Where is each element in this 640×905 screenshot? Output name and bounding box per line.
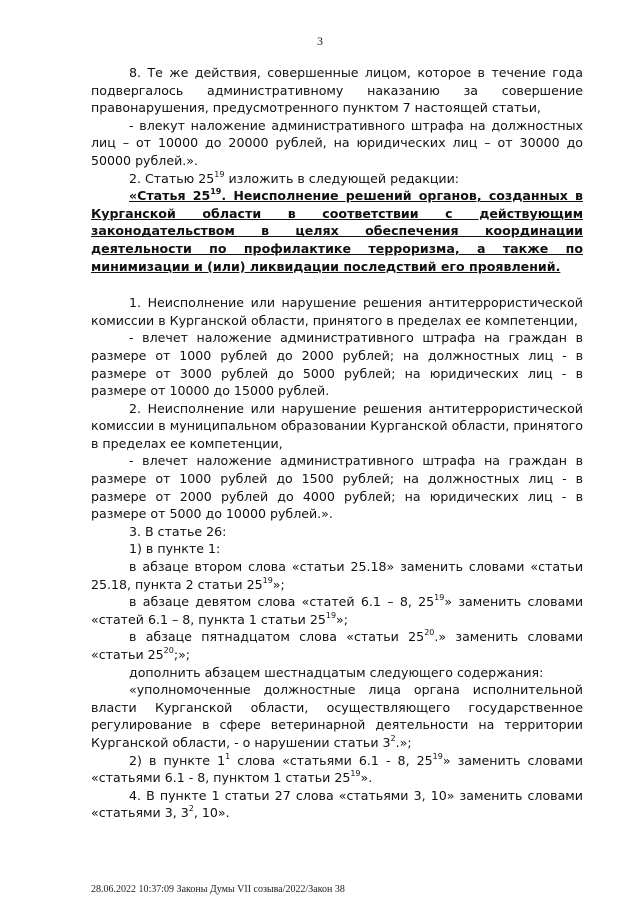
page-number: 3 [317, 34, 323, 48]
paragraph-article-27: 4. В пункте 1 статьи 27 слова «статьями 3, 10» заменить словами «статьями 3, $3^2$, 10». [91, 787, 583, 821]
paragraph-amend-article-25-19: 2. Статью $25^{19}$ изложить в следующей редакции: [129, 169, 460, 186]
paragraph-penalty-8: - влекут наложение административного штрафа на должностных лиц – от 10000 до 20000 рублей, на юридических лиц – от 30000 до 50000 рублей.». [91, 117, 583, 168]
paragraph-abzac-9: в абзаце девятом слова «статей 6.1 – 8, $25^{19}$» заменить словами «статей 6.1 – 8, пункта 1 статьи $25^{19}$»; [91, 593, 584, 627]
paragraph-penalty-part-1: - влечет наложение административного штрафа на граждан в размере от 1000 рублей до 2000 рублей; на должностных лиц - в размере от 3000 рублей до 5000 рублей; на юридических лиц - в размере от 10000 до 15000 рублей. [91, 330, 583, 399]
article-heading: «Статья $25^{19}$. Неисполнение решений органов, созданных в Курганской области в соответствии с действующим законодательством в целях обеспечения координации деятельности по профилактике терроризма, а также по минимизации и (или) ликвидации последствий его проявлений. [91, 187, 583, 274]
paragraph-item-8: 8. Те же действия, совершенные лицом, которое в течение года подвергалось административному наказанию за совершение правонарушения, предусмотренного пунктом 7 настоящей статьи, [91, 65, 583, 116]
footer-stamp: 28.06.2022 10:37:09 Законы Думы VII созыва/2022/Закон 38 [91, 884, 345, 895]
paragraph-abzac-15: в абзаце пятнадцатом слова «статьи $25^{20}$.» заменить словами «статьи $25^{20}$;»; [91, 628, 583, 662]
document-body [91, 64, 583, 822]
paragraph-item-1-1: 2) в пункте $1^1$ слова «статьями 6.1 - 8, $25^{19}$» заменить словами «статьями 6.1 - 8, пунктом 1 статьи $25^{19}$». [91, 751, 583, 786]
paragraph-add-abzac-16: дополнить абзацем шестнадцатым следующего содержания: [129, 664, 544, 680]
paragraph-abzac-2: в абзаце втором слова «статьи 25.18» заменить словами «статьи 25.18, пункта 2 статьи $25^{19}$»; [91, 559, 583, 592]
paragraph-part-1: 1. Неисполнение или нарушение решения антитеррористической комиссии в Курганской области, принятого в пределах ее компетенции, [91, 295, 583, 328]
paragraph-part-2: 2. Неисполнение или нарушение решения антитеррористической комиссии в муниципальном образовании Курганской области, принятого в пределах ее компетенции, [91, 400, 583, 451]
paragraph-abzac-16-text: «уполномоченные должностные лица органа исполнительной власти Курганской области, осуществляющего государственное регулирование в сфере ветеринарной деятельности на территории Курганской области, - о нарушении статьи $3^2$.»; [91, 682, 583, 750]
paragraph-item-1: 1) в пункте 1: [129, 541, 221, 557]
paragraph-penalty-part-2: - влечет наложение административного штрафа на граждан в размере от 1000 рублей до 1500 рублей; на должностных лиц - в размере от 2000 рублей до 4000 рублей; на юридических лиц - в размере от 5000 до 10000 рублей.». [91, 453, 583, 522]
paragraph-article-26: 3. В статье 26: [129, 523, 227, 539]
